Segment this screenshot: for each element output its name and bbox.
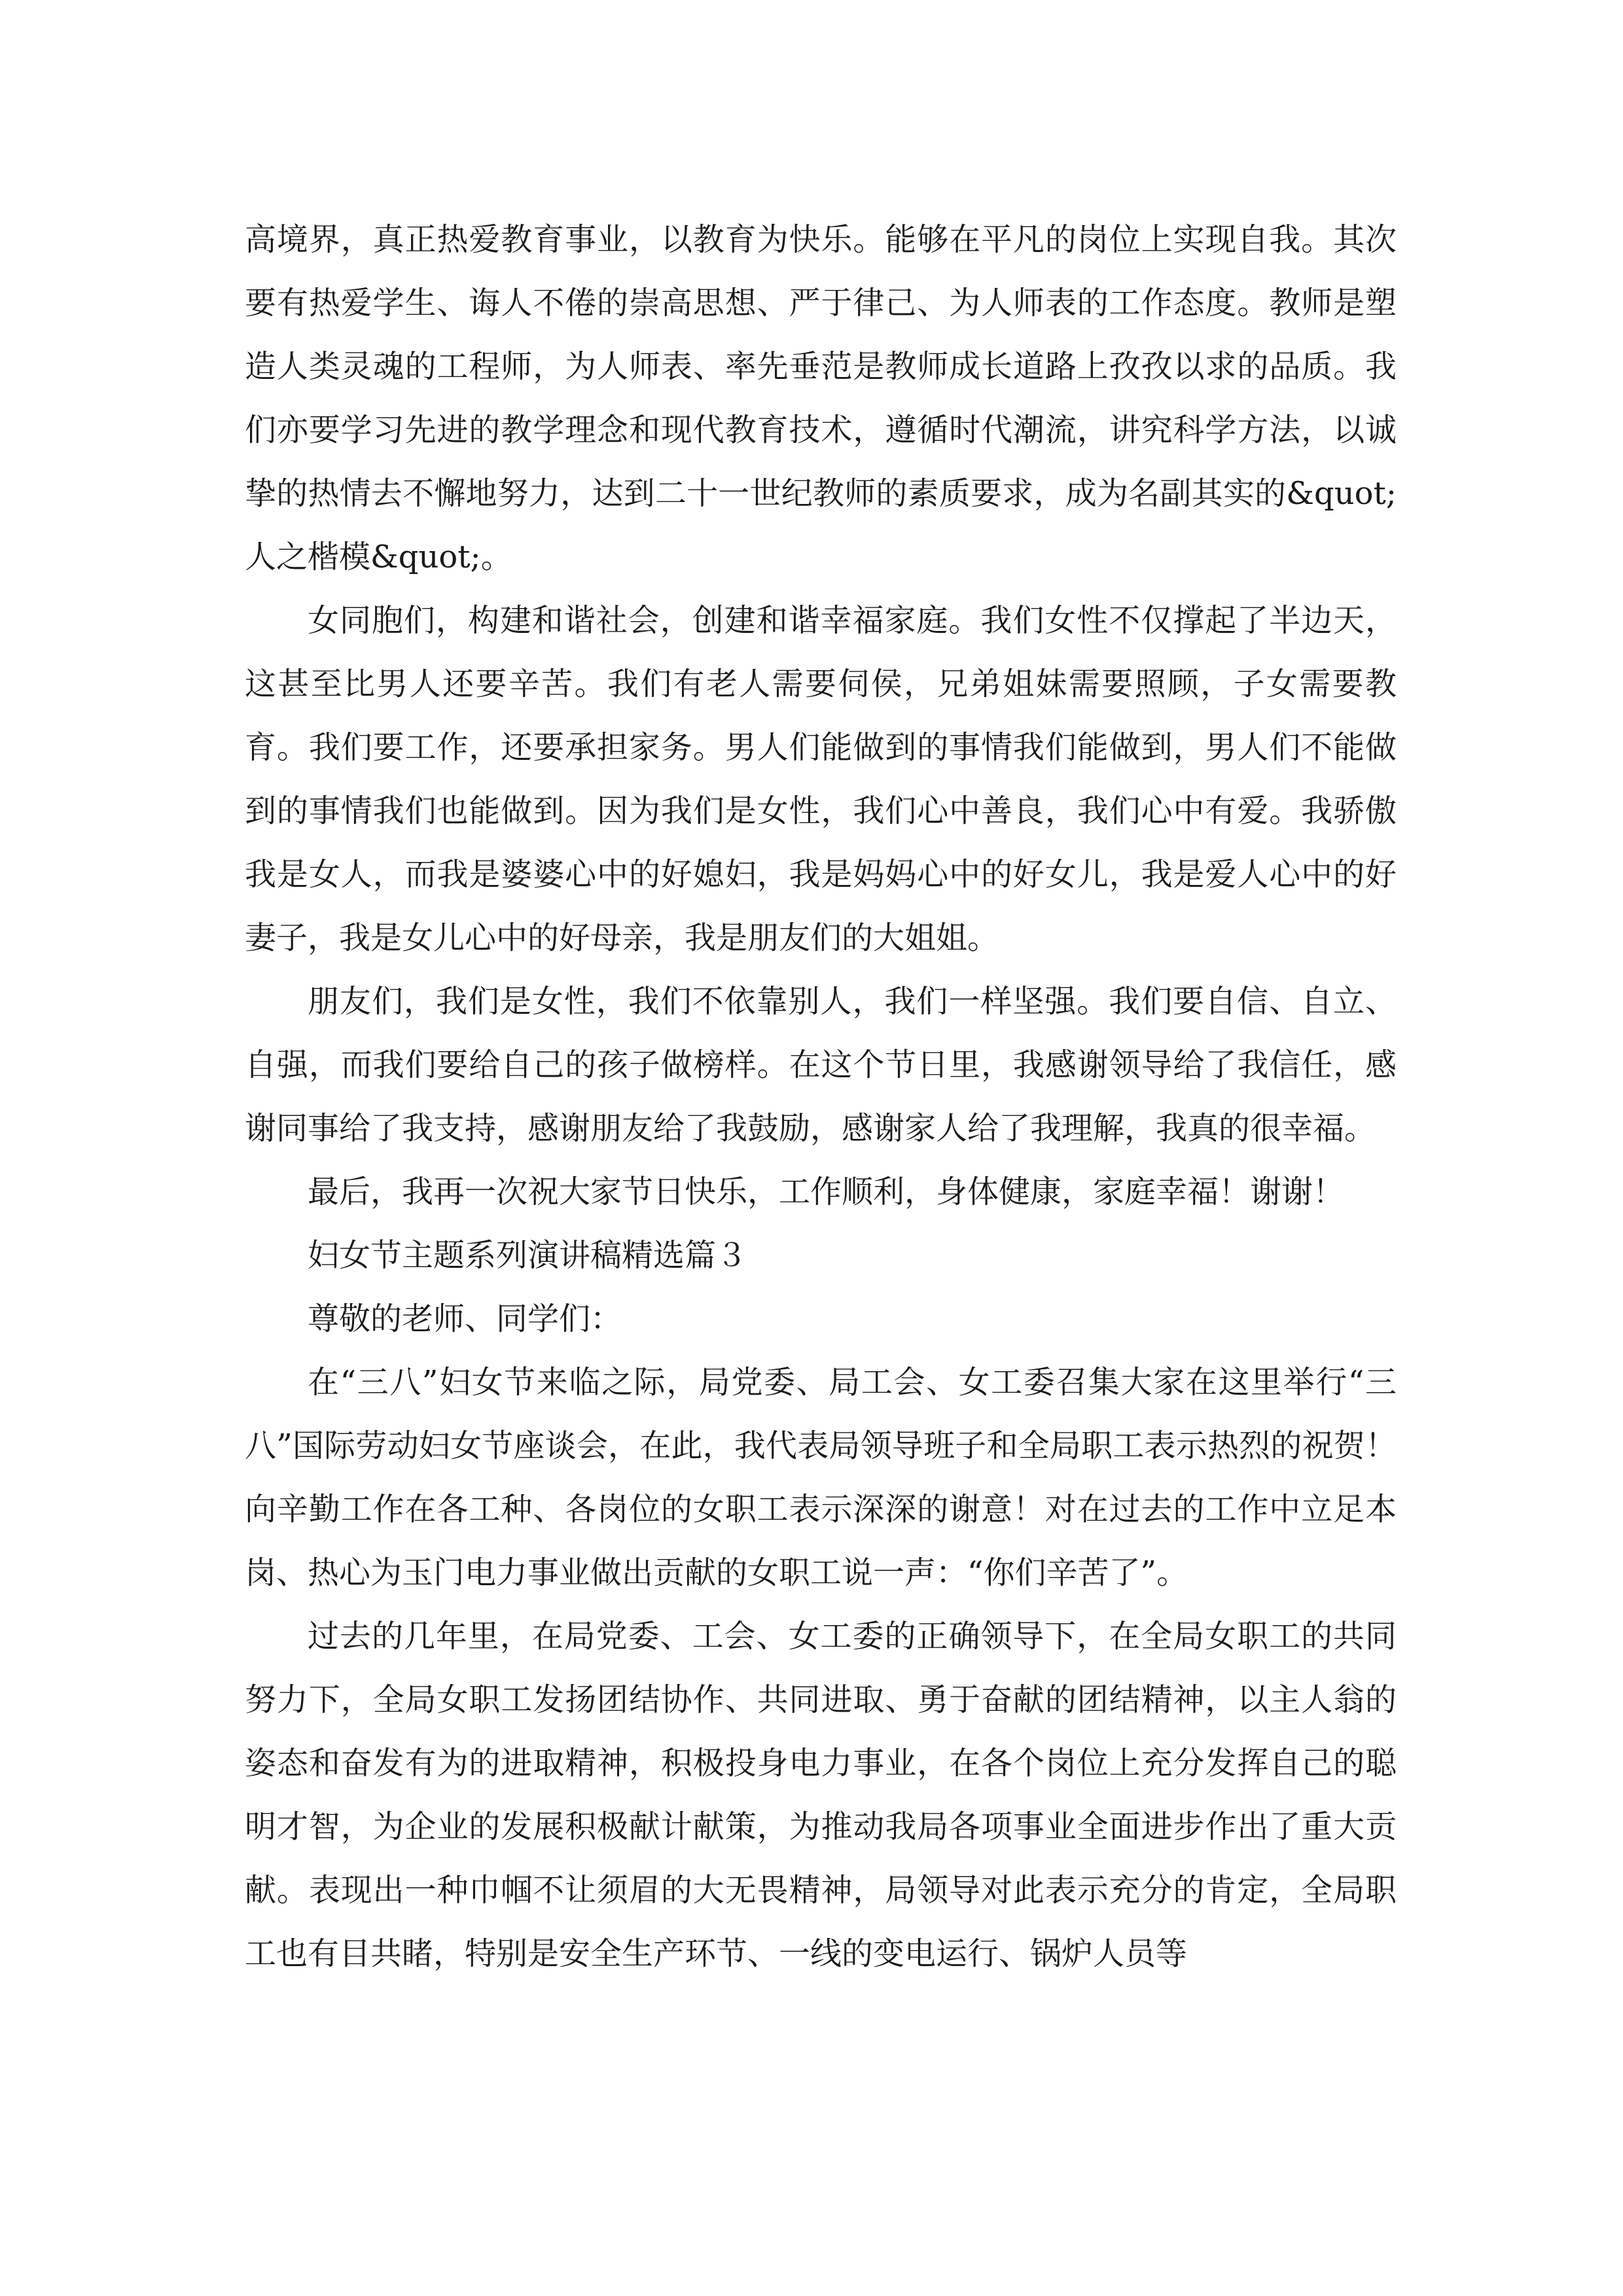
paragraph: 最后，我再一次祝大家节日快乐，工作顺利，身体健康，家庭幸福！谢谢！: [308, 1174, 1345, 1210]
paragraph: 在“三八”妇女节来临之际，局党委、局工会、女工委召集大家在这里举行“三八”国际劳动妇女节座谈会，在此，我代表局领导班子和全局职工表示热烈的祝贺！向辛勤工作在各工种、各岗位的女职工表示深深的谢意！对在过去的工作中立足本岗、热心为玉门电力事业做出贡献的女职工说一声：“你们辛苦了”。: [245, 1364, 1397, 1591]
salutation: 尊敬的老师、同学们：: [308, 1300, 622, 1337]
paragraph: 朋友们，我们是女性，我们不依靠别人，我们一样坚强。我们要自信、自立、自强，而我们要给自己的孩子做榜样。在这个节日里，我感谢领导给了我信任，感谢同事给了我支持，感谢朋友给了我鼓励，感谢家人给了我理解，我真的很幸福。: [245, 983, 1397, 1147]
section-title: 妇女节主题系列演讲稿精选篇３: [308, 1237, 748, 1274]
paragraph: 过去的几年里，在局党委、工会、女工委的正确领导下，在全局女职工的共同努力下，全局女职工发扬团结协作、共同进取、勇于奋献的团结精神，以主人翁的姿态和奋发有为的进取精神，积极投身电力事业，在各个岗位上充分发挥自己的聪明才智，为企业的发展积极献计献策，为推动我局各项事业全面进步作出了重大贡献。表现出一种巾帼不让须眉的大无畏精神，局领导对此表示充分的肯定，全局职工也有目共睹，特别是安全生产环节、一线的变电运行、锅炉人员等: [245, 1618, 1397, 1972]
paragraph: 女同胞们，构建和谐社会，创建和谐幸福家庭。我们女性不仅撑起了半边天，这甚至比男人还要辛苦。我们有老人需要伺侯，兄弟姐妹需要照顾，子女需要教育。我们要工作，还要承担家务。男人们能做到的事情我们能做到，男人们不能做到的事情我们也能做到。因为我们是女性，我们心中善良，我们心中有爱。我骄傲我是女人，而我是婆婆心中的好媳妇，我是妈妈心中的好女儿，我是爱人心中的好妻子，我是女儿心中的好母亲，我是朋友们的大姐姐。: [245, 602, 1397, 956]
paragraph: 高境界，真正热爱教育事业，以教育为快乐。能够在平凡的岗位上实现自我。其次要有热爱学生、诲人不倦的崇高思想、严于律己、为人师表的工作态度。教师是塑造人类灵魂的工程师，为人师表、率先垂范是教师成长道路上孜孜以求的品质。我们亦要学习先进的教学理念和现代教育技术，遵循时代潮流，讲究科学方法，以诚挚的热情去不懈地努力，达到二十一世纪教师的素质要求，成为名副其实的&quot;人之楷模&quot;。: [245, 221, 1397, 575]
body-text: [245, 208, 1397, 1986]
